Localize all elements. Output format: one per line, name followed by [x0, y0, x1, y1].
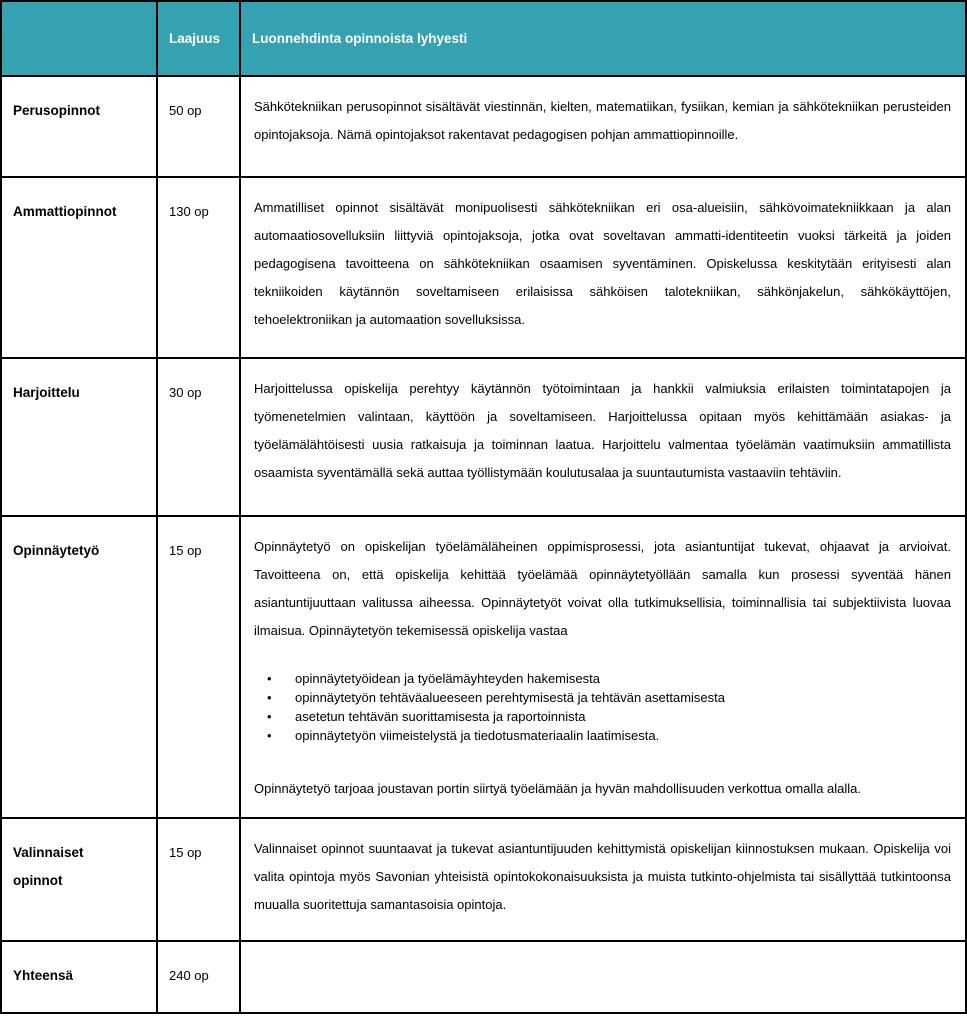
row-label: Perusopinnot [1, 76, 157, 177]
list-item: • opinnäytetyöidean ja työelämäyhteyden hakemisesta [254, 669, 951, 688]
row-credits: 15 op [157, 818, 240, 941]
table-row-opinnaytetyo [1, 516, 966, 818]
row-label: Ammattiopinnot [1, 177, 157, 358]
row-description [240, 941, 966, 1013]
row-label: Harjoittelu [1, 358, 157, 516]
description-paragraph: Opinnäytetyö on opiskelijan työelämäläheinen oppimisprosessi, jota asiantuntijat tukevat, ohjaavat ja arvioivat. Tavoitteena on, että opiskelija kehittää työelämää opinnäytetyöllään samalla kun prosessi syventää hänen asiantuntijuuttaan valitussa aiheessa. Opinnäytetyöt voivat olla tutkimuksellisia, toiminnallisia tai subjektiivista luovaa ilmaisua. Opinnäytetyön tekemisessä opiskelija vastaa [254, 539, 951, 638]
list-item: • opinnäytetyön viimeistelystä ja tiedotusmateriaalin laatimisesta. [254, 726, 951, 745]
row-label: Yhteensä [1, 941, 157, 1013]
row-credits: 130 op [157, 177, 240, 358]
description-paragraph: Ammatilliset opinnot sisältävät monipuolisesti sähkötekniikan eri osa-alueisiin, sähkövoimatekniikkaan ja alan automaatiosovelluksiin liittyviä opintojaksoja, jotka ovat soveltavan ammatti-identiteetin vuoksi tärkeitä ja joiden pedagogisena tavoitteena on sähkötekniikan osaamisen syventäminen. Opiskelussa keskitytään erityisesti alan tekniikoiden käytännön soveltamiseen erilaisissa sähköisen talotekniikan, sähkönjakelun, sähkökäyttöjen, tehoelektroniikan ja automaation sovelluksissa. [254, 200, 951, 327]
header-cell-laajuus: Laajuus [157, 1, 240, 76]
table-row-harjoittelu [1, 358, 966, 516]
table-row-yhteensa [1, 941, 966, 1013]
description-paragraph: Harjoittelussa opiskelija perehtyy käytännön työtoimintaan ja hankkii valmiuksia erilaisten toimintatapojen ja työmenetelmien valintaan, käyttöön ja soveltamiseen. Harjoittelussa opitaan myös kehittämään asiakas- ja työelämälähtöisesti uusia ratkaisuja ja toiminnan laatua. Harjoittelu valmentaa työelämän vaatimuksiin ammatillista osaamista syventämällä sekä auttaa työllistymään koulutusalaa ja suuntautumista vastaaviin tehtäviin. [254, 381, 951, 480]
row-credits: 30 op [157, 358, 240, 516]
row-label: Valinnaiset opinnot [1, 818, 157, 941]
thesis-task-list [254, 669, 951, 745]
description-paragraph: Sähkötekniikan perusopinnot sisältävät viestinnän, kielten, matematiikan, fysiikan, kemian ja sähkötekniikan perusteiden opintojaksoja. Nämä opintojaksot rakentavat pedagogisen pohjan ammattiopinnoille. [254, 99, 951, 142]
header-cell-empty [1, 1, 157, 76]
row-description [240, 76, 966, 177]
table-row-valinnaiset-opinnot [1, 818, 966, 941]
row-description [240, 818, 966, 941]
row-label: Opinnäytetyö [1, 516, 157, 818]
description-paragraph: Valinnaiset opinnot suuntaavat ja tukevat asiantuntijuuden kehittymistä opiskelijan kiinnostuksen mukaan. Opiskelija voi valita opintoja myös Savonian yhteisistä opintokokonaisuuksista ja muista tutkinto-ohjelmista tai sisällyttää tutkintoonsa muualla suoritettuja samantasoisia opintoja. [254, 841, 951, 912]
list-item: • asetetun tehtävän suorittamisesta ja raportoinnista [254, 707, 951, 726]
table-row-perusopinnot [1, 76, 966, 177]
table-header-row [1, 1, 966, 76]
row-credits: 240 op [157, 941, 240, 1013]
row-description [240, 177, 966, 358]
row-credits: 15 op [157, 516, 240, 818]
row-description [240, 358, 966, 516]
description-closing-paragraph: Opinnäytetyö tarjoaa joustavan portin siirtyä työelämään ja hyvän mahdollisuuden verkottua omalla alalla. [254, 781, 862, 796]
table-row-ammattiopinnot [1, 177, 966, 358]
row-credits: 50 op [157, 76, 240, 177]
row-description [240, 516, 966, 818]
list-item: • opinnäytetyön tehtäväalueeseen perehtymisestä ja tehtävän asettamisesta [254, 688, 951, 707]
header-cell-luonnehdinta: Luonnehdinta opinnoista lyhyesti [240, 1, 966, 76]
